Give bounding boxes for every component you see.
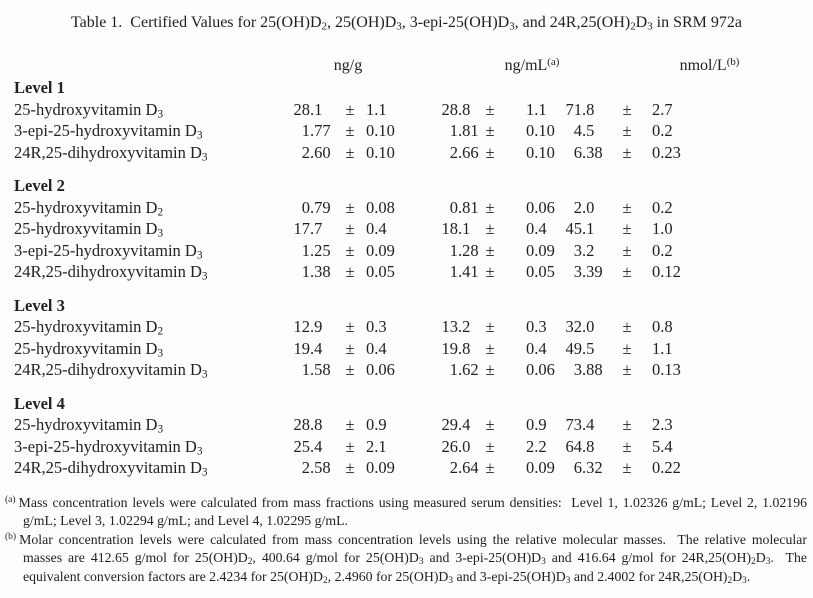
table-row xyxy=(14,316,799,338)
plus-minus-symbol: ± xyxy=(485,415,495,434)
nmol-l-value: 45.1 xyxy=(565,219,595,238)
plus-minus-symbol: ± xyxy=(345,142,355,162)
ng-ml-value: 2.66 xyxy=(449,142,479,162)
nmol-l-uncertainty: 2.7 xyxy=(652,99,673,119)
plus-minus-symbol: ± xyxy=(485,338,495,358)
ng-g-uncertainty: 1.1 xyxy=(366,99,387,119)
footnote-marker: (a) xyxy=(5,495,16,506)
table-row xyxy=(14,99,799,121)
level-heading: Level 4 xyxy=(14,393,65,413)
nmol-l-uncertainty: 0.2 xyxy=(652,121,673,140)
ng-g-value: 2.58 xyxy=(301,458,331,477)
table-row xyxy=(14,414,799,436)
ng-ml-value: 1.62 xyxy=(449,360,479,379)
column-headers-row xyxy=(14,57,799,75)
ng-g-value: 1.25 xyxy=(301,240,331,260)
level-rows xyxy=(14,197,799,283)
plus-minus-symbol: ± xyxy=(485,121,495,140)
footnotes xyxy=(5,494,807,587)
ng-ml-uncertainty: 0.05 xyxy=(526,262,555,281)
ng-ml-value: 26.0 xyxy=(441,436,471,456)
plus-minus-symbol: ± xyxy=(345,317,355,336)
footnote xyxy=(5,494,807,531)
ng-g-uncertainty: 0.9 xyxy=(366,415,387,434)
ng-ml-value: 1.81 xyxy=(449,121,479,140)
nmol-l-value: 6.38 xyxy=(573,142,603,162)
ng-g-value: 0.79 xyxy=(301,197,331,217)
nmol-l-uncertainty: 2.3 xyxy=(652,415,673,434)
table-row xyxy=(14,359,799,381)
level-rows xyxy=(14,316,799,381)
plus-minus-symbol: ± xyxy=(622,436,632,456)
ng-g-uncertainty: 0.3 xyxy=(366,317,387,336)
ng-ml-value: 1.28 xyxy=(449,240,479,260)
plus-minus-symbol: ± xyxy=(345,197,355,217)
level-rows xyxy=(14,414,799,479)
ng-g-value: 17.7 xyxy=(293,219,323,238)
plus-minus-symbol: ± xyxy=(485,240,495,260)
footnote-text: Mass concentration levels were calculated from mass fractions using measured serum densities: Level 1, 1.02326 g/mL; Level 2, 1.02196 g/mL; Level 3, 1.02294 g/mL; and Level 4, 1.02295 g/mL. xyxy=(18,494,807,529)
plus-minus-symbol: ± xyxy=(345,360,355,379)
table-body xyxy=(14,77,799,479)
plus-minus-symbol: ± xyxy=(622,99,632,119)
analyte-name: 24R,25-dihydroxyvitamin $D_3$ xyxy=(14,142,208,163)
analyte-name: 25-hydroxyvitamin $D_3$ xyxy=(14,338,164,359)
plus-minus-symbol: ± xyxy=(345,262,355,281)
ng-ml-value: 28.8 xyxy=(441,99,471,119)
plus-minus-symbol: ± xyxy=(622,338,632,358)
table-row xyxy=(14,338,799,360)
plus-minus-symbol: ± xyxy=(622,415,632,434)
plus-minus-symbol: ± xyxy=(345,436,355,456)
nmol-l-value: 6.32 xyxy=(573,458,603,477)
analyte-name: 3-epi-25-hydroxyvitamin $D_3$ xyxy=(14,240,203,261)
ng-g-uncertainty: 0.09 xyxy=(366,240,395,260)
nmol-l-value: 3.88 xyxy=(573,360,603,379)
analyte-name: 24R,25-dihydroxyvitamin $D_3$ xyxy=(14,262,208,283)
ng-g-uncertainty: 0.09 xyxy=(366,458,395,477)
footnote-marker: (b) xyxy=(5,532,17,543)
ng-ml-uncertainty: 0.4 xyxy=(526,219,547,238)
ng-g-uncertainty: 0.05 xyxy=(366,262,395,281)
column-header-ng-ml: $ng/mL^{(a)}$ xyxy=(504,56,560,74)
footnote xyxy=(5,531,807,587)
plus-minus-symbol: ± xyxy=(345,415,355,434)
ng-ml-uncertainty: 0.09 xyxy=(526,458,555,477)
ng-g-value: 25.4 xyxy=(293,436,323,456)
plus-minus-symbol: ± xyxy=(622,458,632,477)
plus-minus-symbol: ± xyxy=(622,262,632,281)
ng-g-uncertainty: 2.1 xyxy=(366,436,387,456)
nmol-l-uncertainty: 0.22 xyxy=(652,458,681,477)
certified-values-table xyxy=(14,57,799,479)
plus-minus-symbol: ± xyxy=(485,197,495,217)
ng-g-value: 28.1 xyxy=(293,99,323,119)
nmol-l-value: 73.4 xyxy=(565,415,595,434)
nmol-l-uncertainty: 0.2 xyxy=(652,240,673,260)
level-section xyxy=(14,77,799,163)
table-row xyxy=(14,142,799,164)
nmol-l-value: 71.8 xyxy=(565,99,595,119)
plus-minus-symbol: ± xyxy=(345,338,355,358)
ng-ml-uncertainty: 0.10 xyxy=(526,142,555,162)
level-heading: Level 2 xyxy=(14,176,65,195)
ng-ml-value: 18.1 xyxy=(441,219,471,238)
plus-minus-symbol: ± xyxy=(345,99,355,119)
plus-minus-symbol: ± xyxy=(345,458,355,477)
table-row xyxy=(14,240,799,262)
level-section xyxy=(14,295,799,381)
ng-g-value: 2.60 xyxy=(301,142,331,162)
column-header-ng-g: ng/g xyxy=(333,57,363,74)
ng-g-uncertainty: 0.08 xyxy=(366,197,395,217)
analyte-name: 3-epi-25-hydroxyvitamin $D_3$ xyxy=(14,436,203,457)
level-section xyxy=(14,175,799,283)
table-row xyxy=(14,261,799,283)
plus-minus-symbol: ± xyxy=(622,142,632,162)
nmol-l-uncertainty: 5.4 xyxy=(652,436,673,456)
table-row xyxy=(14,436,799,458)
nmol-l-uncertainty: 0.12 xyxy=(652,262,681,281)
nmol-l-value: 64.8 xyxy=(565,436,595,456)
ng-ml-uncertainty: 0.4 xyxy=(526,338,547,358)
ng-g-uncertainty: 0.10 xyxy=(366,142,395,162)
table-title: Table 1. Certified Values for $25(OH)D_2$, $25(OH)D_3$, $3-epi-25(OH)D_3$, and $24R,25(OH)_2D_3$ in SRM 972a xyxy=(70,14,742,33)
ng-ml-uncertainty: 0.9 xyxy=(526,415,547,434)
nmol-l-value: 32.0 xyxy=(565,317,595,336)
analyte-name: 25-hydroxyvitamin $D_3$ xyxy=(14,99,164,120)
plus-minus-symbol: ± xyxy=(485,99,495,119)
ng-g-value: 19.4 xyxy=(293,338,323,358)
plus-minus-symbol: ± xyxy=(345,240,355,260)
table-row xyxy=(14,218,799,240)
analyte-name: 25-hydroxyvitamin $D_2$ xyxy=(14,317,164,338)
analyte-name: 3-epi-25-hydroxyvitamin $D_3$ xyxy=(14,121,203,142)
ng-g-value: 1.58 xyxy=(301,360,331,379)
plus-minus-symbol: ± xyxy=(622,360,632,379)
level-heading: Level 3 xyxy=(14,295,65,315)
analyte-name: 24R,25-dihydroxyvitamin $D_3$ xyxy=(14,360,208,381)
plus-minus-symbol: ± xyxy=(485,317,495,336)
plus-minus-symbol: ± xyxy=(485,262,495,281)
ng-g-value: 28.8 xyxy=(293,415,323,434)
ng-ml-value: 1.41 xyxy=(449,262,479,281)
column-header-nmol-l: nmol/$L^{(b)}$ xyxy=(679,56,740,74)
plus-minus-symbol: ± xyxy=(485,458,495,477)
nmol-l-value: 2.0 xyxy=(573,197,595,217)
level-heading: Level 1 xyxy=(14,78,65,97)
plus-minus-symbol: ± xyxy=(622,219,632,238)
ng-ml-uncertainty: 0.06 xyxy=(526,360,555,379)
ng-g-uncertainty: 0.4 xyxy=(366,338,387,358)
nmol-l-uncertainty: 1.0 xyxy=(652,219,673,238)
nmol-l-value: 4.5 xyxy=(573,121,595,140)
table-row xyxy=(14,120,799,142)
footnote-text: Molar concentration levels were calculated from mass concentration levels using the relative molecular masses. The relative molecular masses are 412.65 g/mol for $25(OH)D_2$, 400.64 g/mol for $25(OH)D_3$ and $3-epi-25(OH)D_3$ and 416.64 g/mol for $24R,25(OH)_2D_3$. The equivalent conversion factors are 2.4234 for $25(OH)D_2$, 2.4960 for $25(OH)D_3$ and $3-epi-25(OH)D_3$ and 2.4002 for $24R,25(OH)_2D_3$. xyxy=(19,531,807,586)
ng-ml-uncertainty: 0.06 xyxy=(526,197,555,217)
plus-minus-symbol: ± xyxy=(485,436,495,456)
table-row xyxy=(14,457,799,479)
ng-ml-value: 29.4 xyxy=(441,415,471,434)
ng-ml-uncertainty: 0.10 xyxy=(526,121,555,140)
plus-minus-symbol: ± xyxy=(345,219,355,238)
ng-ml-uncertainty: 1.1 xyxy=(526,99,547,119)
ng-g-uncertainty: 0.06 xyxy=(366,360,395,379)
ng-ml-value: 13.2 xyxy=(441,317,471,336)
plus-minus-symbol: ± xyxy=(622,240,632,260)
plus-minus-symbol: ± xyxy=(485,219,495,238)
analyte-name: 25-hydroxyvitamin $D_3$ xyxy=(14,415,164,436)
ng-ml-uncertainty: 0.3 xyxy=(526,317,547,336)
plus-minus-symbol: ± xyxy=(485,360,495,379)
ng-ml-uncertainty: 0.09 xyxy=(526,240,555,260)
plus-minus-symbol: ± xyxy=(622,197,632,217)
level-section xyxy=(14,393,799,479)
plus-minus-symbol: ± xyxy=(485,142,495,162)
plus-minus-symbol: ± xyxy=(345,121,355,140)
nmol-l-uncertainty: 0.13 xyxy=(652,360,681,379)
analyte-name: 25-hydroxyvitamin $D_2$ xyxy=(14,197,164,218)
nmol-l-value: 3.39 xyxy=(573,262,603,281)
nmol-l-uncertainty: 0.23 xyxy=(652,142,681,162)
nmol-l-uncertainty: 0.8 xyxy=(652,317,673,336)
plus-minus-symbol: ± xyxy=(622,317,632,336)
ng-g-value: 12.9 xyxy=(293,317,323,336)
nmol-l-uncertainty: 0.2 xyxy=(652,197,673,217)
analyte-name: 25-hydroxyvitamin $D_3$ xyxy=(14,219,164,240)
plus-minus-symbol: ± xyxy=(622,121,632,140)
ng-ml-uncertainty: 2.2 xyxy=(526,436,547,456)
ng-g-value: 1.38 xyxy=(301,262,331,281)
analyte-name: 24R,25-dihydroxyvitamin $D_3$ xyxy=(14,458,208,479)
ng-g-uncertainty: 0.10 xyxy=(366,121,395,140)
nmol-l-value: 3.2 xyxy=(573,240,595,260)
ng-ml-value: 2.64 xyxy=(449,458,479,477)
ng-g-value: 1.77 xyxy=(301,121,331,140)
ng-ml-value: 0.81 xyxy=(449,197,479,217)
level-rows xyxy=(14,99,799,164)
nmol-l-uncertainty: 1.1 xyxy=(652,338,673,358)
ng-ml-value: 19.8 xyxy=(441,338,471,358)
nmol-l-value: 49.5 xyxy=(565,338,595,358)
ng-g-uncertainty: 0.4 xyxy=(366,219,387,238)
table-row xyxy=(14,197,799,219)
